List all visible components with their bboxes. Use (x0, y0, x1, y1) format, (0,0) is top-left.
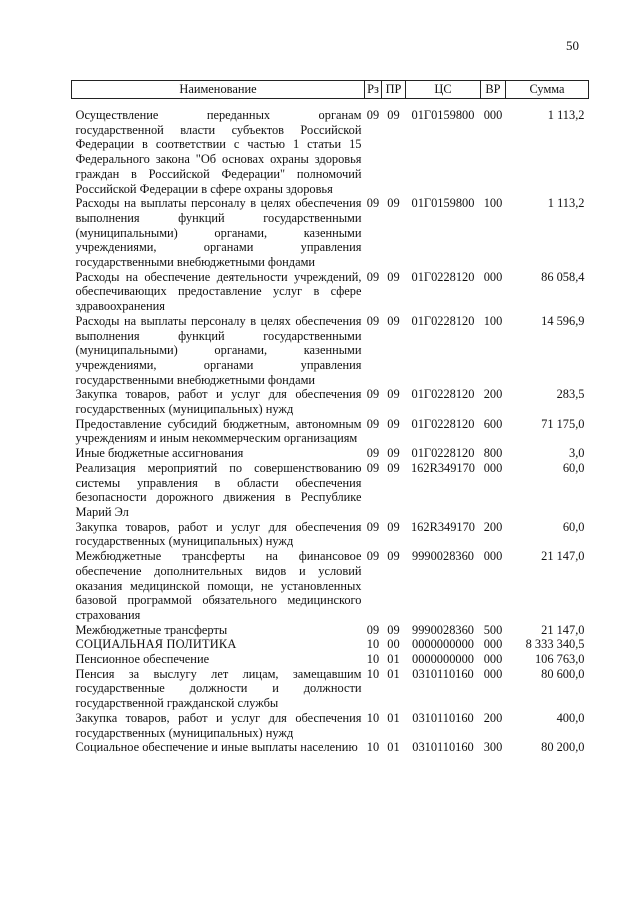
row-name: Иные бюджетные ассигнования (75, 446, 244, 461)
row-rz: 09 (366, 387, 380, 402)
table-row (72, 520, 589, 549)
row-vr: 100 (483, 313, 503, 328)
row-pr: 09 (387, 196, 400, 211)
row-pr: 01 (387, 652, 400, 667)
row-name: СОЦИАЛЬНАЯ ПОЛИТИКА (75, 637, 237, 652)
row-pr: 09 (387, 313, 400, 328)
row-rz: 09 (366, 108, 380, 122)
header-cs: ЦС (406, 81, 481, 99)
row-vr: 000 (483, 652, 503, 667)
row-sum: 86 058,4 (541, 269, 585, 284)
table-row (72, 461, 589, 520)
row-vr: 300 (483, 740, 503, 755)
row-rz: 09 (366, 549, 380, 564)
table-row (72, 270, 589, 314)
table-row (72, 446, 589, 461)
row-pr: 09 (387, 622, 400, 637)
row-rz: 10 (366, 652, 380, 667)
row-rz: 09 (366, 446, 380, 461)
table-row (72, 417, 589, 446)
table-row (72, 196, 589, 270)
row-rz: 10 (366, 637, 380, 652)
row-sum: 400,0 (556, 710, 585, 725)
row-vr: 200 (483, 519, 503, 534)
row-rz: 09 (366, 196, 380, 211)
row-name: Предоставление субсидий бюджетным, автономным учреждениям и иным некоммерческим организациям (75, 416, 362, 446)
row-name: Реализация мероприятий по совершенствованию системы управления в области обеспечения безопасности дорожного движения в Республике Марий Эл (75, 460, 362, 519)
row-rz: 10 (366, 740, 380, 755)
row-rz: 09 (366, 416, 380, 431)
row-cs: 01Г0228120 (411, 387, 475, 402)
row-vr: 000 (483, 108, 503, 122)
row-sum: 60,0 (562, 460, 585, 475)
row-name: Расходы на выплаты персоналу в целях обеспечения выполнения функций государственными (муниципальными) органами, казенными учреждениями, органами управления государственными внебюджетными фондами (75, 313, 362, 387)
table-row (72, 549, 589, 623)
table-row (72, 652, 589, 667)
row-vr: 800 (483, 446, 503, 461)
table-row (72, 623, 589, 638)
row-sum: 80 600,0 (541, 666, 585, 681)
row-vr: 200 (483, 710, 503, 725)
row-name: Пенсия за выслугу лет лицам, замещавшим государственные должности и должности государственной гражданской службы (75, 666, 362, 711)
row-cs: 01Г0228120 (411, 313, 475, 328)
table-row (72, 314, 589, 388)
table-row (72, 711, 589, 740)
row-cs: 01Г0228120 (411, 269, 475, 284)
row-vr: 000 (483, 269, 503, 284)
row-vr: 600 (483, 416, 503, 431)
table-row (72, 637, 589, 652)
row-rz: 09 (366, 460, 380, 475)
row-sum: 21 147,0 (541, 622, 585, 637)
row-name: Расходы на обеспечение деятельности учреждений, обеспечивающих предоставление услуг в сфере здравоохранения (75, 269, 362, 314)
table-row (72, 99, 589, 197)
header-vr: ВР (481, 81, 506, 99)
row-sum: 60,0 (562, 519, 585, 534)
row-name: Межбюджетные трансферты (75, 622, 228, 637)
row-pr: 01 (387, 666, 400, 681)
header-sum: Сумма (506, 81, 589, 99)
row-pr: 09 (387, 460, 400, 475)
row-pr: 09 (387, 416, 400, 431)
row-cs: 0310110160 (412, 710, 474, 725)
row-rz: 09 (366, 622, 380, 637)
row-vr: 000 (483, 637, 503, 652)
row-sum: 71 175,0 (541, 416, 585, 431)
row-cs: 0310110160 (412, 666, 474, 681)
row-rz: 10 (366, 666, 380, 681)
row-cs: 0310110160 (412, 740, 474, 755)
table-row (72, 387, 589, 416)
row-cs: 162R349170 (410, 519, 476, 534)
row-sum: 80 200,0 (541, 740, 585, 755)
row-cs: 9990028360 (412, 549, 474, 564)
row-sum: 283,5 (556, 387, 585, 402)
table-header-row (72, 81, 589, 99)
header-name: Наименование (72, 81, 365, 99)
row-name: Социальное обеспечение и иные выплаты населению (75, 740, 358, 755)
row-cs: 0000000000 (412, 652, 474, 667)
row-pr: 09 (387, 108, 400, 122)
row-cs: 0000000000 (412, 637, 474, 652)
header-pr: ПР (382, 81, 406, 99)
row-sum: 8 333 340,5 (525, 637, 585, 652)
row-pr: 00 (387, 637, 400, 652)
row-pr: 09 (387, 269, 400, 284)
row-name: Пенсионное обеспечение (75, 652, 210, 667)
row-cs: 9990028360 (412, 622, 474, 637)
row-cs: 01Г0159800 (411, 108, 475, 122)
row-sum: 1 113,2 (547, 108, 585, 122)
table-row (72, 667, 589, 711)
row-cs: 01Г0228120 (411, 416, 475, 431)
row-cs: 01Г0159800 (411, 196, 475, 211)
row-sum: 106 763,0 (534, 652, 585, 667)
row-vr: 000 (483, 666, 503, 681)
row-cs: 162R349170 (410, 460, 476, 475)
row-vr: 100 (483, 196, 503, 211)
row-name: Закупка товаров, работ и услуг для обеспечения государственных (муниципальных) нужд (75, 710, 362, 740)
row-vr: 000 (483, 549, 503, 564)
row-cs: 01Г0228120 (411, 446, 475, 461)
row-rz: 09 (366, 519, 380, 534)
row-name: Межбюджетные трансферты на финансовое обеспечение дополнительных видов и условий оказания медицинской помощи, не установленных базовой программой обязательного медицинского страхования (75, 549, 362, 622)
row-pr: 01 (387, 740, 400, 755)
row-pr: 09 (387, 549, 400, 564)
page-number: 50 (566, 38, 579, 53)
row-sum: 14 596,9 (541, 313, 585, 328)
row-sum: 1 113,2 (547, 196, 585, 211)
row-name: Осуществление переданных органам государственной власти субъектов Российской Федерации в соответствии с частью 1 статьи 15 Федерального закона "Об основах охраны здоровья граждан в Российской Федерации" полномочий Российской Федерации в сфере охраны здоровья (75, 108, 362, 196)
header-rz: Рз (365, 81, 382, 99)
row-pr: 01 (387, 710, 400, 725)
row-name: Расходы на выплаты персоналу в целях обеспечения выполнения функций государственными (муниципальными) органами, казенными учреждениями, органами управления государственными внебюджетными фондами (75, 196, 362, 270)
row-sum: 21 147,0 (541, 549, 585, 564)
row-name: Закупка товаров, работ и услуг для обеспечения государственных (муниципальных) нужд (75, 519, 362, 549)
row-vr: 500 (483, 622, 503, 637)
table-row (72, 740, 589, 755)
row-pr: 09 (387, 446, 400, 461)
row-name: Закупка товаров, работ и услуг для обеспечения государственных (муниципальных) нужд (75, 387, 362, 417)
row-rz: 09 (366, 269, 380, 284)
row-sum: 3,0 (569, 446, 585, 461)
row-vr: 200 (483, 387, 503, 402)
row-rz: 10 (366, 710, 380, 725)
row-rz: 09 (366, 313, 380, 328)
budget-table (71, 80, 589, 755)
row-pr: 09 (387, 387, 400, 402)
row-vr: 000 (483, 460, 503, 475)
row-pr: 09 (387, 519, 400, 534)
